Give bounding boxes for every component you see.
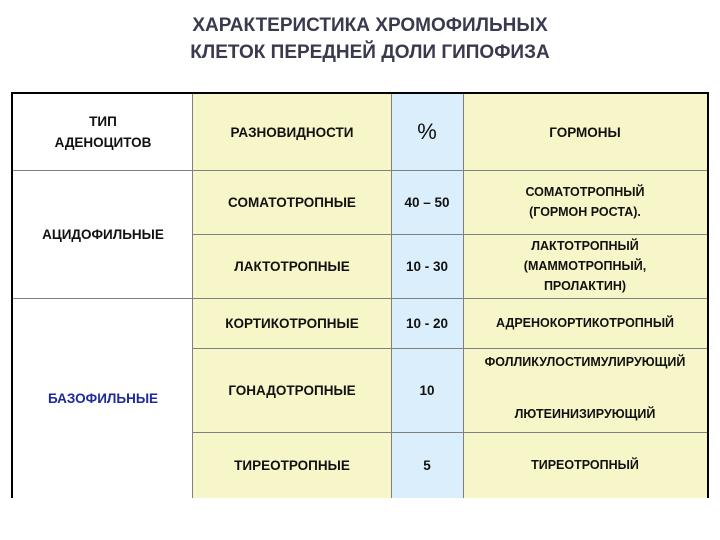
grid-line	[463, 94, 464, 498]
percent-cell: 10 - 20	[405, 315, 449, 331]
percent-cell: 10	[419, 382, 435, 398]
variety-cell: ГОНАДОТРОПНЫЕ	[228, 382, 356, 398]
title-line-1: ХАРАКТЕРИСТИКА ХРОМОФИЛЬНЫХ	[192, 15, 548, 36]
grid-line	[192, 94, 193, 498]
percent-cell: 10 - 30	[405, 258, 449, 274]
header-hormones: ГОРМОНЫ	[549, 124, 621, 140]
hormone-table	[11, 92, 709, 498]
grid-line	[193, 234, 707, 235]
grid-line	[391, 94, 392, 498]
hormone-cell: СОМАТОТРОПНЫЙ (ГОРМОН РОСТА).	[525, 185, 645, 219]
hormone-cell: АДРЕНОКОРТИКОТРОПНЫЙ	[495, 316, 675, 330]
variety-cell: ТИРЕОТРОПНЫЕ	[234, 457, 350, 473]
grid-line	[13, 170, 707, 171]
hormone-cell: ТИРЕОТРОПНЫЙ	[531, 458, 639, 472]
variety-cell: КОРТИКОТРОПНЫЕ	[225, 315, 359, 331]
grid-line	[193, 432, 707, 433]
hormone-cell: ФОЛЛИКУЛОСТИМУЛИРУЮЩИЙ ЛЮТЕИНИЗИРУЮЩИЙ	[484, 355, 686, 421]
grid-line	[193, 348, 707, 349]
percent-cell: 40 – 50	[404, 194, 450, 210]
grid-line	[13, 298, 707, 299]
header-type: ТИП АДЕНОЦИТОВ	[54, 114, 152, 150]
group-basophilic: БАЗОФИЛЬНЫЕ	[47, 390, 159, 406]
header-percent: %	[417, 119, 437, 144]
group-acidophilic: АЦИДОФИЛЬНЫЕ	[42, 226, 164, 242]
header-varieties: РАЗНОВИДНОСТИ	[230, 124, 354, 140]
page-title	[0, 12, 720, 66]
title-line-2: КЛЕТОК ПЕРЕДНЕЙ ДОЛИ ГИПОФИЗА	[190, 42, 550, 63]
variety-cell: ЛАКТОТРОПНЫЕ	[234, 258, 350, 274]
hormone-cell: ЛАКТОТРОПНЫЙ (МАММОТРОПНЫЙ, ПРОЛАКТИН)	[523, 239, 647, 293]
variety-cell: СОМАТОТРОПНЫЕ	[228, 194, 356, 210]
percent-cell: 5	[423, 457, 431, 473]
